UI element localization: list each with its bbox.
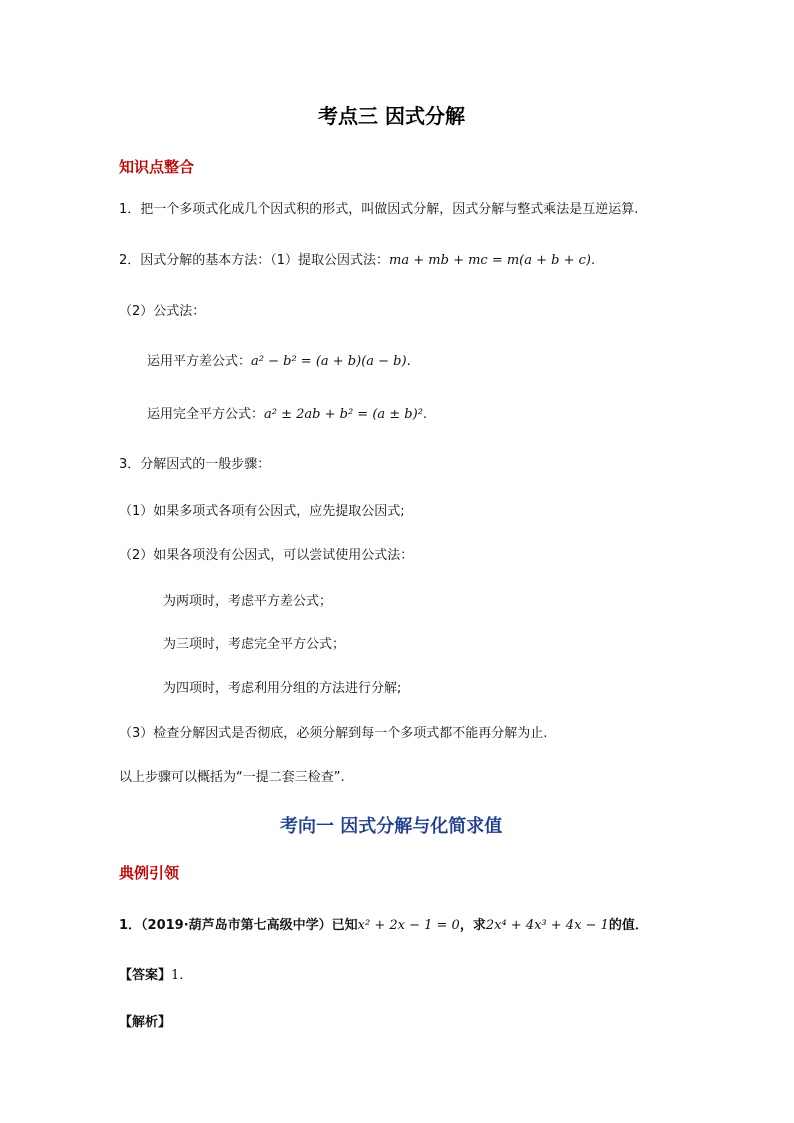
paragraph-6: 3．分解因式的一般步骤：: [119, 457, 271, 472]
answer-label: 【答案】: [119, 968, 172, 983]
question-1: [119, 916, 648, 936]
formula-target: 2x⁴ + 4x³ + 4x − 1: [485, 918, 609, 933]
section-heading-example: 典例引领: [119, 864, 180, 882]
formula-perfect-square: a² ± 2ab + b² = (a ± b)²: [264, 407, 423, 422]
paragraph-1: 1．把一个多项式化成几个因式积的形式，叫做因式分解，因式分解与整式乘法是互逆运算.: [119, 202, 639, 217]
paragraph-5-end: .: [422, 407, 428, 422]
section-heading-knowledge: 知识点整合: [119, 158, 195, 176]
formula-common-factor: ma + mb + mc = m(a + b + c): [389, 253, 591, 268]
paragraph-8: （2）如果各项没有公因式，可以尝试使用公式法：: [119, 548, 414, 563]
subtitle: 考向一 因式分解与化简求值: [280, 816, 503, 837]
paragraph-7: （1）如果多项式各项有公因式，应先提取公因式;: [119, 504, 405, 519]
question-1-text: 1．（2019·葫芦岛市第七高级中学）已知: [119, 918, 358, 933]
answer-value: 1.: [171, 968, 184, 983]
paragraph-9: 为两项时，考虑平方差公式；: [163, 594, 333, 609]
paragraph-4-text: 运用平方差公式：: [147, 354, 252, 369]
question-1-end: 的值．: [608, 918, 648, 933]
paragraph-5-text: 运用完全平方公式：: [147, 407, 265, 422]
paragraph-2: [119, 251, 595, 271]
formula-difference-of-squares: a² − b² = (a + b)(a − b): [251, 354, 407, 369]
paragraph-12: （3）检查分解因式是否彻底，必须分解到每一个多项式都不能再分解为止.: [119, 726, 548, 741]
question-1-mid: ，求: [459, 918, 486, 933]
paragraph-11: 为四项时，考虑利用分组的方法进行分解;: [163, 681, 402, 696]
formula-condition: x² + 2x − 1 = 0: [357, 918, 460, 933]
paragraph-2-end: .: [591, 253, 596, 268]
paragraph-5: [147, 405, 427, 425]
page-title: 考点三 因式分解: [318, 104, 465, 128]
paragraph-10: 为三项时，考虑完全平方公式；: [163, 637, 346, 652]
paragraph-2-text: 2．因式分解的基本方法：（1）提取公因式法：: [119, 253, 390, 268]
analysis-label: 【解析】: [119, 1015, 172, 1030]
paragraph-4-end: .: [406, 354, 411, 369]
answer-line: [119, 966, 183, 986]
paragraph-13: 以上步骤可以概括为“一提二套三检查”.: [119, 770, 345, 785]
paragraph-4: [147, 352, 411, 372]
paragraph-3: （2）公式法：: [119, 304, 206, 319]
